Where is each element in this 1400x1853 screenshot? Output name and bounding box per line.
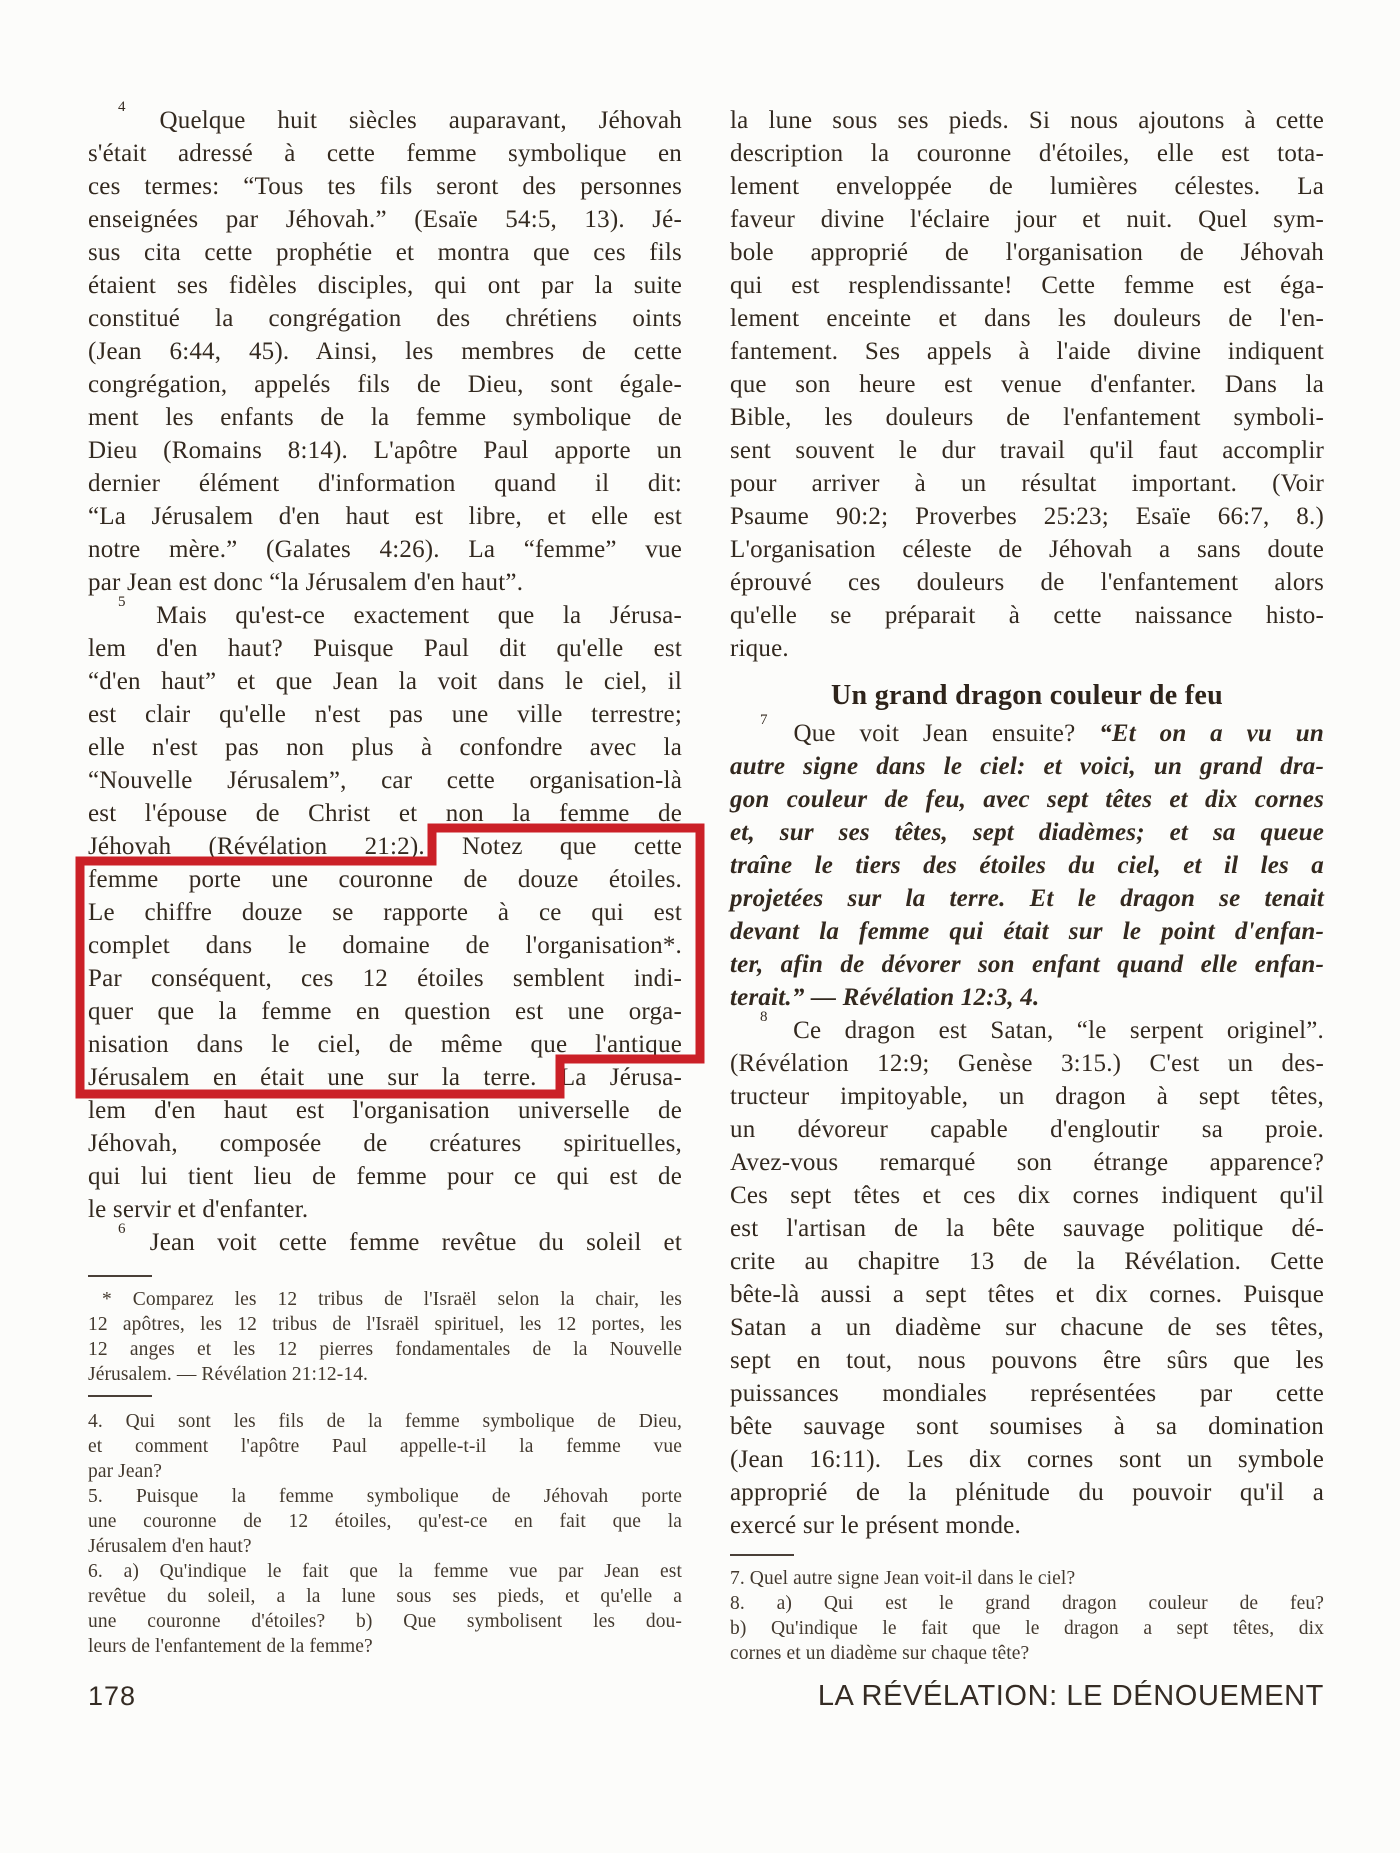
paragraph-6-continued [730, 104, 1324, 665]
text-line: lem d'en haut est l'organisation universelle de [88, 1097, 682, 1124]
text-line: fantement. Ses appels à l'aide divine indiquent [730, 338, 1324, 365]
text-line: Avez-vous remarqué son étrange apparence? [730, 1149, 1324, 1176]
paragraph-6-start [88, 1221, 682, 1259]
text-line: ter, afin de dévorer son enfant quand elle enfan- [730, 951, 1324, 978]
text-line: pour arriver à un résultat important. (Voir [730, 470, 1324, 497]
study-questions-right [730, 1566, 1324, 1666]
paragraph-8 [730, 1009, 1324, 1542]
text-line: “d'en haut” et que Jean la voit dans le ciel, il [88, 668, 682, 695]
text-line: 4. Qui sont les fils de la femme symbolique de Dieu, [88, 1411, 682, 1432]
question-6 [88, 1559, 682, 1659]
text-line: exercé sur le présent monde. [730, 1512, 1021, 1539]
page-footer [88, 1680, 1324, 1713]
text-line: $^7$ Que voit Jean ensuite? “Et on a vu un [760, 712, 1324, 747]
text-line: lement enceinte et dans les douleurs de l'en- [730, 305, 1324, 332]
text-line: Jérusalem en était une sur la terre. La Jérusa- [88, 1064, 682, 1091]
text-line: revêtue du soleil, a la lune sous ses pieds, et qu'elle a [88, 1586, 682, 1607]
text-line: qu'elle se préparait à cette naissance histo- [730, 602, 1324, 629]
text-line: “La Jérusalem d'en haut est libre, et elle est [88, 503, 682, 530]
text-line: qui est resplendissante! Cette femme est éga- [730, 272, 1324, 299]
text-line: bole approprié de l'organisation de Jéhovah [730, 239, 1324, 266]
text-line: Satan a un diadème sur chacune de ses têtes, [730, 1314, 1324, 1341]
text-line: gon couleur de feu, avec sept têtes et dix cornes [730, 786, 1324, 813]
text-line: lement enveloppée de lumières célestes. La [730, 173, 1324, 200]
question-8 [730, 1591, 1324, 1666]
paragraph-5 [88, 594, 682, 1226]
text-line: ces termes: “Tous tes fils seront des personnes [88, 173, 682, 200]
text-line: (Jean 6:44, 45). Ainsi, les membres de cette [88, 338, 682, 365]
text-line: le servir et d'enfanter. [88, 1196, 309, 1223]
text-line: faveur divine l'éclaire jour et nuit. Quel sym- [730, 206, 1324, 233]
text-line: crite au chapitre 13 de la Révélation. Cette [730, 1248, 1324, 1275]
text-line: autre signe dans le ciel: et voici, un grand dra- [730, 753, 1324, 780]
text-line: Dieu (Romains 8:14). L'apôtre Paul apporte un [88, 437, 682, 464]
text-line: et comment l'apôtre Paul appelle-t-il la femme vue [88, 1436, 682, 1457]
text-line: 12 apôtres, les 12 tribus de l'Israël spirituel, les 12 portes, les [88, 1314, 682, 1335]
footer-page-number: 178 [88, 1681, 137, 1711]
text-line: “Nouvelle Jérusalem”, car cette organisation-là [88, 767, 682, 794]
left-column [88, 99, 682, 1659]
footnote-rule-top [88, 1275, 152, 1277]
text-line: est l'artisan de la bête sauvage politique dé- [730, 1215, 1324, 1242]
footnote-rule-bottom [88, 1395, 152, 1397]
text-line: par Jean? [88, 1461, 162, 1482]
text-line: qui lui tient lieu de femme pour ce qui est de [88, 1163, 682, 1190]
text-line: et, sur ses têtes, sept diadèmes; et sa queue [730, 819, 1324, 846]
text-line: traîne le tiers des étoiles du ciel, et il les a [730, 852, 1324, 879]
text-line: complet dans le domaine de l'organisation*. [88, 932, 682, 959]
text-line: enseignées par Jéhovah.” (Esaïe 54:5, 13). Jé- [88, 206, 682, 233]
text-line: un dévoreur capable d'engloutir sa proie. [730, 1116, 1324, 1143]
text-line: L'organisation céleste de Jéhovah a sans doute [730, 536, 1324, 563]
text-line: s'était adressé à cette femme symbolique en [88, 140, 682, 167]
text-line: b) Qu'indique le fait que le dragon a sept têtes, dix [730, 1618, 1324, 1639]
text-line: 7. Quel autre signe Jean voit-il dans le ciel? [730, 1568, 1076, 1589]
text-line: description la couronne d'étoiles, elle est tota- [730, 140, 1324, 167]
text-line: approprié de la plénitude du pouvoir qu'il a [730, 1479, 1324, 1506]
text-line: 6. a) Qu'indique le fait que la femme vue par Jean est [88, 1561, 682, 1582]
text-line: constitué la congrégation des chrétiens oints [88, 305, 682, 332]
text-line: 8. a) Qui est le grand dragon couleur de feu? [730, 1593, 1324, 1614]
text-line: 5. Puisque la femme symbolique de Jéhovah porte [88, 1486, 682, 1507]
text-line: sept en tout, nous pouvons être sûrs que les [730, 1347, 1324, 1374]
right-column [730, 104, 1324, 1666]
footer-running-title: LA RÉVÉLATION: LE DÉNOUEMENT [817, 1680, 1324, 1712]
footnote [88, 1287, 682, 1387]
text-line: bête sauvage sont soumises à sa domination [730, 1413, 1324, 1440]
text-line: sus cita cette prophétie et montra que ces fils [88, 239, 682, 266]
text-line: étaient ses fidèles disciples, qui ont par la suite [88, 272, 682, 299]
paragraph-4 [88, 99, 682, 599]
questions-rule [730, 1554, 794, 1556]
text-line: $^8$ Ce dragon est Satan, “le serpent originel”. [760, 1009, 1324, 1044]
text-line: une couronne d'étoiles? b) Que symbolisent les dou- [88, 1611, 682, 1632]
text-line: la lune sous ses pieds. Si nous ajoutons à cette [730, 107, 1324, 134]
text-line: $^5$ Mais qu'est-ce exactement que la Jérusa- [118, 594, 682, 629]
text-line: bête-là aussi a sept têtes et dix cornes. Puisque [730, 1281, 1324, 1308]
text-line: lem d'en haut? Puisque Paul dit qu'elle est [88, 635, 682, 662]
text-line: congrégation, appelés fils de Dieu, sont égale- [88, 371, 682, 398]
text-line: devant la femme qui était sur le point d'enfan- [730, 918, 1324, 945]
text-line: Par conséquent, ces 12 étoiles semblent indi- [88, 965, 682, 992]
text-line: tructeur impitoyable, un dragon à sept têtes, [730, 1083, 1324, 1110]
text-line: $^4$ Quelque huit siècles auparavant, Jéhovah [118, 99, 682, 134]
question-5 [88, 1484, 682, 1559]
text-line: (Révélation 12:9; Genèse 3:15.) C'est un des- [730, 1050, 1324, 1077]
text-line: est clair qu'elle n'est pas une ville terrestre; [88, 701, 682, 728]
paragraph-7 [730, 712, 1324, 1014]
text-line: dernier élément d'information quand il dit: [88, 470, 682, 497]
text-line: Psaume 90:2; Proverbes 25:23; Esaïe 66:7, 8.) [730, 503, 1324, 530]
text-line: femme porte une couronne de douze étoiles. [88, 866, 682, 893]
text-line: puissances mondiales représentées par cette [730, 1380, 1324, 1407]
text-line: Le chiffre douze se rapporte à ce qui est [88, 899, 682, 926]
text-line: * Comparez les 12 tribus de l'Israël selon la chair, les [102, 1289, 682, 1310]
question-4 [88, 1409, 682, 1484]
text-line: Jérusalem. — Révélation 21:12-14. [88, 1364, 369, 1385]
text-line: projetées sur la terre. Et le dragon se tenait [730, 885, 1324, 912]
text-line: Bible, les douleurs de l'enfantement symboli- [730, 404, 1324, 431]
text-line: Jérusalem d'en haut? [88, 1536, 252, 1557]
text-line: une couronne de 12 étoiles, qu'est-ce en fait que la [88, 1511, 682, 1532]
text-line: leurs de l'enfantement de la femme? [88, 1636, 373, 1657]
section-heading: Un grand dragon couleur de feu [831, 680, 1223, 711]
text-line: nisation dans le ciel, de même que l'antique [88, 1031, 682, 1058]
text-line: par Jean est donc “la Jérusalem d'en haut”. [88, 569, 524, 596]
text-line: 12 anges et les 12 pierres fondamentales de la Nouvelle [88, 1339, 682, 1360]
text-line: rique. [730, 635, 789, 662]
text-line: cornes et un diadème sur chaque tête? [730, 1643, 1030, 1664]
text-line: elle n'est pas non plus à confondre avec la [88, 734, 682, 761]
text-line: éprouvé ces douleurs de l'enfantement alors [730, 569, 1324, 596]
question-7 [730, 1566, 1324, 1591]
text-line: que son heure est venue d'enfanter. Dans la [730, 371, 1324, 398]
text-line: quer que la femme en question est une orga- [88, 998, 682, 1025]
text-line: Jéhovah, composée de créatures spirituelles, [88, 1130, 682, 1157]
study-questions-left [88, 1409, 682, 1659]
text-line: Ces sept têtes et ces dix cornes indiquent qu'il [730, 1182, 1324, 1209]
text-line: $^6$ Jean voit cette femme revêtue du soleil et [118, 1221, 682, 1256]
text-line: notre mère.” (Galates 4:26). La “femme” vue [88, 536, 682, 563]
text-line: terait.” — Révélation 12:3, 4. [730, 984, 1040, 1011]
text-line: ment les enfants de la femme symbolique de [88, 404, 682, 431]
text-line: est l'épouse de Christ et non la femme de [88, 800, 682, 827]
text-line: Jéhovah (Révélation 21:2). Notez que cette [88, 833, 682, 860]
text-line: sent souvent le dur travail qu'il faut accomplir [730, 437, 1324, 464]
text-line: (Jean 16:11). Les dix cornes sont un symbole [730, 1446, 1324, 1473]
